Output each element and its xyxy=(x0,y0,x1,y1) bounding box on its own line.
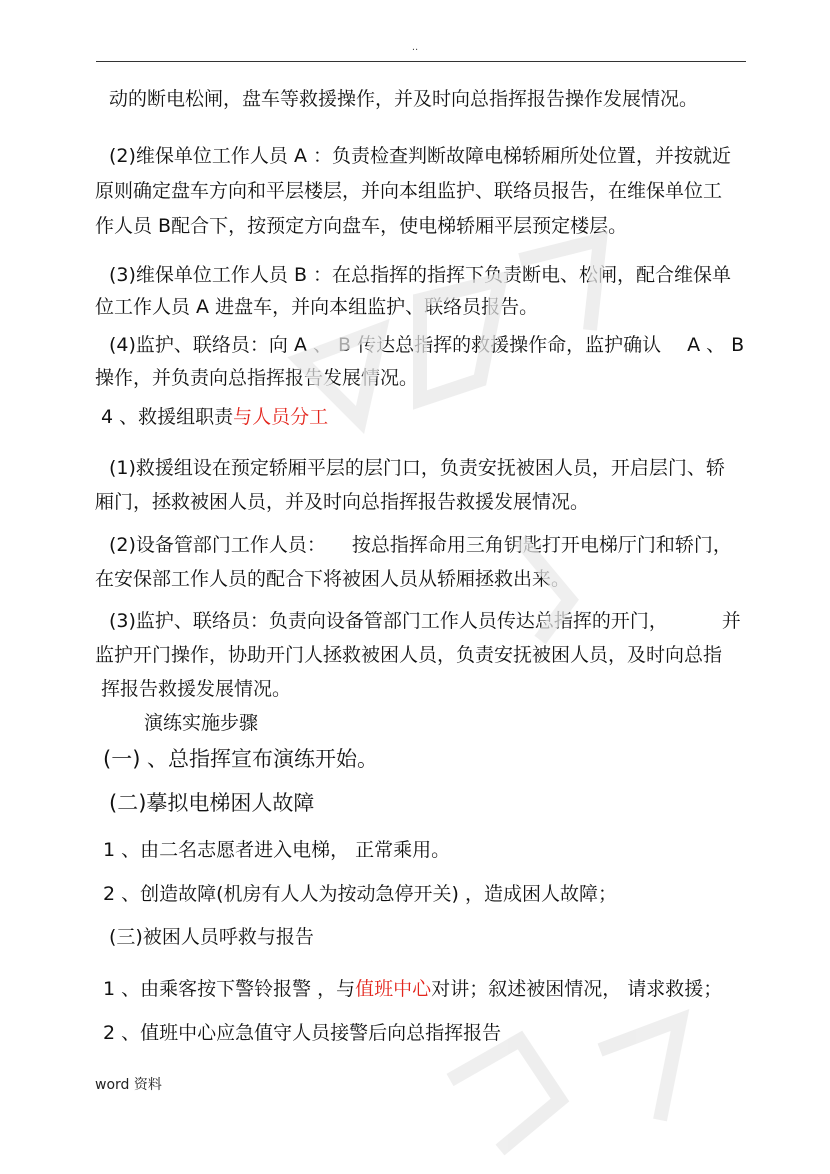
text-line-23 xyxy=(103,977,722,1001)
text-line-7-part-a: (4)监护、联络员：向 A 、 B 传达总指挥的救援操作命，监护确认 xyxy=(109,334,662,356)
text-line-8: 操作，并负责向总指挥报告发展情况。 xyxy=(95,367,419,389)
text-line-5: (3)维保单位工作人员 B ：在总指挥的指挥下负责断电、松闸，配合维保单 xyxy=(109,264,732,286)
header-rule xyxy=(96,61,746,62)
header-mark: .. xyxy=(411,42,419,53)
text-line-23-part-a: 1 、由乘客按下警铃报警 ，与 xyxy=(103,978,356,1000)
text-line-3: 原则确定盘车方向和平层楼层，并向本组监护、联络员报告，在维保单位工 xyxy=(95,180,723,202)
text-line-6: 位工作人员 A 进盘车，并向本组监护、联络员报告。 xyxy=(95,296,539,318)
text-line-7-part-b: A 、 B xyxy=(687,334,745,356)
step-heading-1: (一) 、总指挥宣布演练开始。 xyxy=(103,747,379,771)
step-heading-2: (二)摹拟电梯困人故障 xyxy=(109,791,315,815)
footer-label: word 资料 xyxy=(95,1077,162,1093)
text-line-1: 动的断电松闸，盘车等救援操作，并及时向总指挥报告操作发展情况。 xyxy=(109,88,699,110)
text-line-23-part-c: 对讲；叙述被困情况， 请求救援； xyxy=(431,978,723,1000)
text-line-12-part-a: (2)设备管部门工作人员： xyxy=(109,534,326,556)
step-heading-3: (三)被困人员呼救与报告 xyxy=(109,926,314,948)
text-line-23-highlight: 值班中心 xyxy=(355,978,432,1000)
text-line-7 xyxy=(109,333,744,357)
section-heading-4-main: 4 、救援组职责 xyxy=(101,406,234,428)
text-line-21: 2 、创造故障(机房有人人为按动急停开关) ，造成困人故障； xyxy=(103,883,617,905)
text-line-14 xyxy=(109,609,741,633)
text-line-12-part-b: 按总指挥命用三角钥匙打开电梯厅门和轿门， xyxy=(351,534,732,556)
text-line-15: 监护开门操作，协助开门人拯救被困人员，负责安抚被困人员，及时向总指 xyxy=(95,644,723,666)
section-heading-4 xyxy=(101,405,328,429)
section-heading-4-highlight: 与人员分工 xyxy=(233,406,329,428)
section-heading-drill-steps: 演练实施步骤 xyxy=(144,712,259,734)
text-line-2: (2)维保单位工作人员 A ：负责检查判断故障电梯轿厢所处位置，并按就近 xyxy=(109,145,731,167)
text-line-16: 挥报告救援发展情况。 xyxy=(101,678,292,700)
text-line-11: 厢门，拯救被困人员，并及时向总指挥报告救援发展情况。 xyxy=(95,491,590,513)
text-line-13: 在安保部工作人员的配合下将被困人员从轿厢拯救出来。 xyxy=(95,568,571,590)
text-line-14-part-a: (3)监护、联络员：负责向设备管部门工作人员传达总指挥的开门， xyxy=(109,610,668,632)
text-line-4: 作人员 B配合下，按预定方向盘车，使电梯轿厢平层预定楼层。 xyxy=(95,215,628,237)
text-line-12 xyxy=(109,533,732,557)
text-line-20: 1 、由二名志愿者进入电梯， 正常乘用。 xyxy=(103,839,451,861)
text-line-10: (1)救援组设在预定轿厢平层的层门口，负责安抚被困人员，开启层门、轿 xyxy=(109,457,725,479)
text-line-24: 2 、值班中心应急值守人员接警后向总指挥报告 xyxy=(103,1022,502,1044)
text-line-14-part-b: 并 xyxy=(721,610,741,632)
